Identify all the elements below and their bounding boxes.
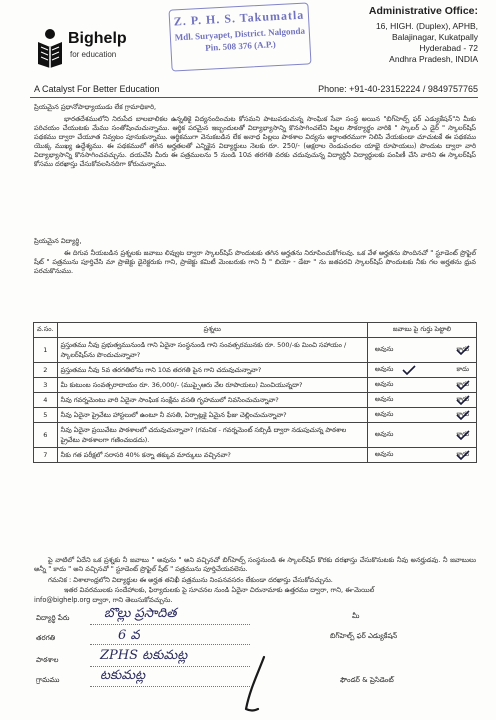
salutation-headmaster: ప్రియమైన ప్రధానోపాధ్యాయుడు లేక గ్రామాధికారి,	[34, 103, 157, 111]
note-paragraph-3: ఇతర వివరములకు సందేహాలకు, ఫిర్యాదులకు పై సూచనల నుండి ఏదైనా చిరునామాకు ఉత్తరము ద్వారా, గాని, ఈ-మెయిల్	[64, 586, 375, 594]
village-line	[90, 686, 250, 687]
address-line: Balajinagar, Kukatpally	[391, 32, 478, 42]
question-text: నీకు గత పరీక్షలో సరాసరి 40% కన్నా తక్కువ మార్కులు వచ్చినవా?	[57, 448, 367, 463]
stamp-line-1: Z. P. H. S. Takumatla	[173, 7, 305, 29]
student-name-label: విద్యార్థి పేరు	[36, 614, 70, 622]
table-row	[34, 408, 477, 423]
header-divider	[30, 97, 478, 98]
question-number: 4	[34, 393, 58, 408]
bighelp-logo-icon	[36, 28, 64, 68]
selected-checkmark-icon	[456, 345, 470, 355]
signoff-org-name: బిగ్‌హెల్ప్ ఫర్ ఎడ్యుకేషన్	[330, 632, 398, 640]
table-row	[34, 378, 477, 393]
brand-name: Bighelp	[68, 30, 127, 47]
question-number: 1	[34, 338, 58, 363]
intro-paragraph-2: ఈ దిగువ నీయబడిన ప్రశ్నలకు జవాబు లివ్వుట ద్వారా స్కాలర్‌షిప్ పొందుటకు తగిన అర్హతను నిరూపించుకోగలవు. ఒక వేళ అర్హతను పొందినచో " స్టూడెంట్ ప్రొఫైల్ షీట్ " పత్రమును పూర్తిచేసి మా ప్రాజెక్టు డైరెక్టరుకు గాని, ప్రాజెక్టు కమిటీ మెంబరుకు గాని నీ " బియో - డేటా " ను జతపరచి స్కాలర్‌షిప్ పొందుటకు నీకు గల అర్హతను ధ్రువ పరచుకొనుము.	[34, 249, 476, 275]
answer-cell[interactable]	[367, 378, 476, 393]
selected-checkmark-icon	[456, 395, 470, 405]
school-label: పాఠశాల	[36, 656, 59, 664]
note-paragraph-1: పై వాటిలో ఏదేని ఒక ప్రశ్నకు నీ జవాబు " అవును " అని వచ్చినచో బిగ్‌హెల్ప్ సంస్థనుండి ఈ స్కాలర్‌షిప్ కొరకు దరఖాస్తు చేసుకొనుటకు నీవు అనర్హుడవు. నీ జవాబులు అన్నీ " కాదు " అని వచ్చినచో " స్టూడెంట్ ప్రొఫైల్ షీట్ " పత్రమును పూర్తిచేయవలెను.	[34, 556, 476, 573]
table-row	[34, 393, 477, 408]
signoff-yours: మీ	[352, 612, 360, 620]
answer-no-option[interactable]: కాదు	[456, 430, 469, 438]
signature-mark-icon	[240, 655, 280, 715]
selected-checkmark-icon	[456, 410, 470, 420]
answer-no-option[interactable]: కాదు	[456, 395, 469, 403]
answer-yes-option[interactable]: అవును	[374, 365, 394, 373]
tagline: A Catalyst For Better Education	[34, 84, 160, 94]
question-number: 2	[34, 363, 58, 378]
address-line: Hyderabad - 72	[419, 43, 478, 53]
note-paragraph-4: info@bighelp.org ద్వారా, గాని తెలుసుకోవచ్చును.	[34, 596, 173, 604]
address-line: Andhra Pradesh, INDIA	[389, 54, 478, 64]
selected-checkmark-icon	[402, 365, 416, 375]
answer-cell[interactable]	[367, 338, 476, 363]
question-text: ప్రస్తుతము నీవు 5వ తరగతిలోను గాని 10వ తరగతి పైన గాని చదువుచున్నావా?	[57, 363, 367, 378]
stamp-line-3: Pin. 508 376 (A.P.)	[204, 39, 277, 53]
school-handwritten: ZPHS టకుమట్ల	[100, 648, 188, 663]
table-row	[34, 338, 477, 363]
answer-cell[interactable]	[367, 423, 476, 448]
salutation-student: ప్రియమైన విద్యార్థి,	[34, 237, 82, 245]
col-header-serial: వ.సం.	[34, 323, 58, 338]
table-header-row	[34, 323, 477, 338]
col-header-questions: ప్రశ్నలు	[57, 323, 367, 338]
eligibility-questions-table	[33, 322, 477, 463]
answer-no-option[interactable]: కాదు	[456, 450, 469, 458]
stamp-line-2: Mdl. Suryapet, District. Nalgonda	[174, 25, 306, 43]
answer-yes-option[interactable]: అవును	[374, 380, 394, 388]
answer-yes-option[interactable]: అవును	[374, 410, 394, 418]
table-row	[34, 423, 477, 448]
question-number: 7	[34, 448, 58, 463]
table-row	[34, 363, 477, 378]
class-label: తరగతి	[36, 634, 56, 642]
phone-numbers: Phone: +91-40-23152224 / 9849757765	[318, 84, 478, 94]
answer-no-option[interactable]: కాదు	[456, 410, 469, 418]
student-name-handwritten: బొల్లు ప్రసాదిత	[104, 606, 177, 621]
question-text: మీ కుటుంబ సంవత్సరాదాయం రూ. 36,000/- (ముప్పైఆరు వేల రూపాయలు) మించియున్నదా?	[57, 378, 367, 393]
question-number: 6	[34, 423, 58, 448]
table-row	[34, 448, 477, 463]
signoff-founder-title: ఫౌండర్ & ప్రెసిడెంట్	[340, 676, 394, 684]
note-paragraph-2: గమనిక : విశాలాంధ్రలోని విద్యార్థుల ఈ అర్హత తనిఖీ పత్రమును నింపనవసరం లేకుండా దరఖాస్తు చేసుకోవచ్చును.	[48, 576, 333, 584]
class-line	[90, 644, 250, 645]
answer-yes-option[interactable]: అవును	[374, 430, 394, 438]
answer-yes-option[interactable]: అవును	[374, 450, 394, 458]
answer-no-option[interactable]: కాదు	[456, 365, 469, 373]
answer-cell[interactable]	[367, 393, 476, 408]
selected-checkmark-icon	[456, 380, 470, 390]
question-number: 5	[34, 408, 58, 423]
address-line: 16, HIGH. (Duplex), APHB,	[375, 21, 478, 31]
selected-checkmark-icon	[456, 450, 470, 460]
village-label: గ్రామము	[36, 676, 60, 684]
school-stamp	[168, 2, 311, 71]
intro-paragraph-1: భారతదేశములోని నిరుపేద బాలబాలికల ఉన్నతికై విద్యనందించుట కోసమని పాటుపడుచున్న సాంఘిక సేవా సంస్థ అయిన "బిగ్‌హెల్ప్ ఫర్ ఎడ్యుకేషన్"ని మీకు పరిచయం చేయుటకు మేము సంతోషించుచున్నాము. ఆర్థిక పరమైన ఇబ్బందులతో విద్యాభ్యాసాన్ని కొనసాగించలేని పిల్లల సౌకర్యార్థం వారికి " స్కాలర్ ఎ డైర్ " స్కాలర్‌షిప్ పథకము ద్వారా చేయూత నివ్వటం పూనుకున్నాము. ఆర్థికముగా వెనుకబడిన లేక అనాధ పిల్లలు పాఠశాల విద్యను అర్ధాంతరముగా నిలిపి వేయకుండా చూచుటకే ఈ పథకము యొక్క ముఖ్య ఉద్దేశ్యము. ఈ పథకములో తగిన అర్హతలతో ఎన్నికైన విద్యార్థులు నెలకు రూ. 250/- (అక్షరాల రెండువందల యాభై రూపాయలు) పొందుట ద్వారా వారి విద్యాభ్యాసాన్ని కొనసాగించవచ్చును. దయచేసి మీరు ఈ పత్రములను 5 నుండి 10వ తరగతి వరకు చదువుచున్న విద్యార్థినీ విద్యార్థులకు పంపిణీ చేసి వారిని ఈ స్కాలర్‌షిప్ కోసము దరఖాస్తు చేసుకోవలసినదిగా కోరుచున్నాము.	[34, 115, 476, 168]
school-line	[90, 666, 250, 667]
answer-cell[interactable]	[367, 363, 476, 378]
question-number: 3	[34, 378, 58, 393]
student-name-line	[90, 624, 250, 625]
village-handwritten: టకుమట్ల	[100, 668, 146, 683]
class-handwritten: 6 వ	[118, 628, 140, 643]
answer-no-option[interactable]: కాదు	[456, 345, 469, 353]
answer-yes-option[interactable]: అవును	[374, 395, 394, 403]
admin-office-address	[328, 6, 478, 65]
col-header-answer: జవాబు పై గుర్తు పెట్టాలి	[367, 323, 476, 338]
question-text: నీవు గవర్నమెంటు వారి ఏదైనా సాంఘిక సంక్షేమ వసతి గృహములో నివసించుచున్నావా?	[57, 393, 367, 408]
admin-office-title: Administrative Office:	[368, 5, 478, 17]
question-text: నీవు ఏదైనా ప్రయివేటు పాఠశాలలో చదువుచున్నావా? (గమనిక - గవర్నమెంట్ సబ్సిడీ ద్వారా నడుపుచున్న పాఠశాల ప్రైవేటు పాఠశాలగా గణించబడదు).	[57, 423, 367, 448]
answer-no-option[interactable]: కాదు	[456, 380, 469, 388]
brand-subtitle: for education	[70, 50, 117, 59]
answer-yes-option[interactable]: అవును	[374, 345, 394, 353]
answer-cell[interactable]	[367, 408, 476, 423]
selected-checkmark-icon	[456, 430, 470, 440]
answer-cell[interactable]	[367, 448, 476, 463]
question-text: ప్రస్తుతము నీవు ప్రభుత్వమునుండి గాని ఏదైనా సంస్థనుండి గాని సంవత్సరమునకు రూ. 500/-కు మించి సహాయం / స్కాలర్‌షిప్‌ను పొందుచున్నావా?	[57, 338, 367, 363]
question-text: నీవు ఏదైనా ప్రైవేటు హాస్టలులో ఉంటూ నీ వసతి, ఏర్పాట్లకై ఏమైన ఫీజు చెల్లించుచున్నావా?	[57, 408, 367, 423]
